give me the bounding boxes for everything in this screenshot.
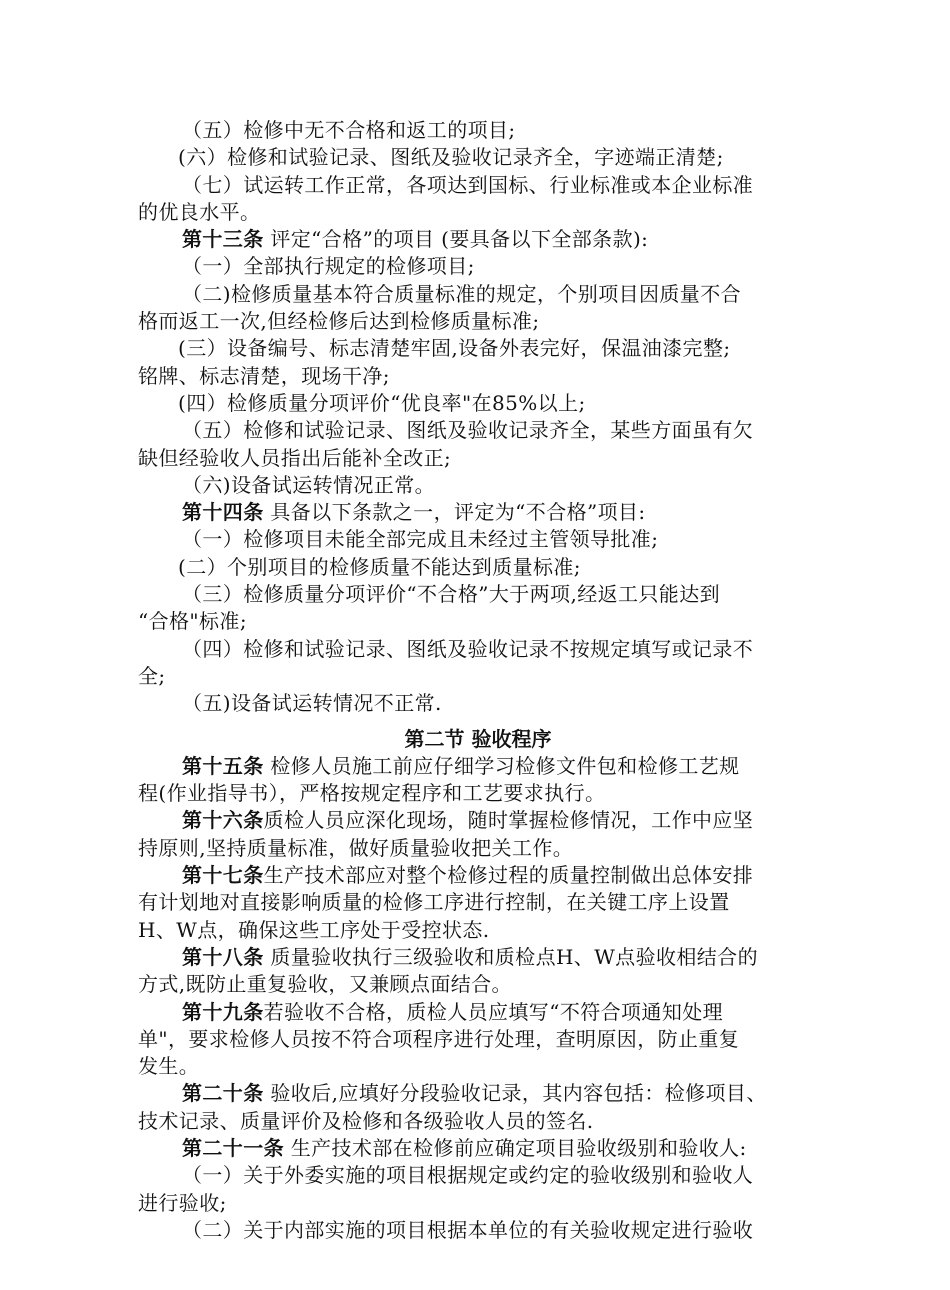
- clause-item: （七）试运转工作正常，各项达到国标、行业标准或本企业标准: [182, 172, 754, 197]
- clause-item: (二）个别项目的检修质量不能达到质量标准;: [178, 554, 581, 579]
- clause-continuation: H、W点，确保这些工序处于受控状态.: [138, 917, 490, 942]
- article-13: 第十三条 评定“合格”的项目 (要具备以下全部条款):: [182, 227, 649, 252]
- section-heading: 第二节 验收程序: [404, 726, 552, 751]
- clause-item: （六)设备试运转情况正常。: [182, 472, 436, 497]
- article-16: 第十六条质检人员应深化现场，随时掌握检修情况，工作中应坚: [182, 808, 754, 833]
- clause-item: （四）检修和试验记录、图纸及验收记录不按规定填写或记录不: [182, 636, 754, 661]
- article-number: 第十三条: [182, 227, 264, 252]
- clause-item: （一）检修项目未能全部完成且未经过主管领导批准;: [182, 527, 659, 552]
- article-17: 第十七条生产技术部应对整个检修过程的质量控制做出总体安排: [182, 863, 754, 888]
- clause-continuation: 有计划地对直接影响质量的检修工序进行控制，在关键工序上设置: [138, 890, 730, 915]
- article-number: 第二十一条: [182, 1135, 284, 1160]
- clause-continuation: 发生。: [138, 1054, 200, 1079]
- clause-item: (三）设备编号、标志清楚牢固,设备外表完好，保温油漆完整;: [178, 336, 731, 361]
- clause-item: (六）检修和试验记录、图纸及验收记录齐全，字迹端正清楚;: [178, 145, 724, 170]
- clause-continuation: 方式,既防止重复验收，又兼顾点面结合。: [138, 972, 512, 997]
- clause-item: （一）全部执行规定的检修项目;: [182, 254, 475, 279]
- clause-item: (四）检修质量分项评价“优良率"在85%以上;: [178, 390, 586, 415]
- clause-item: （二)检修质量基本符合质量标准的规定，个别项目因质量不合: [182, 281, 742, 306]
- article-20: 第二十条 验收后,应填好分段验收记录，其内容包括：检修项目、: [182, 1081, 767, 1106]
- clause-continuation: 全;: [138, 663, 166, 688]
- article-19: 第十九条若验收不合格，质检人员应填写“不符合项通知处理: [182, 999, 724, 1024]
- clause-item: （五）检修和试验记录、图纸及验收记录齐全，某些方面虽有欠: [182, 418, 754, 443]
- clause-continuation: “合格"标准;: [138, 609, 247, 634]
- clause-continuation: 进行验收;: [138, 1190, 227, 1215]
- article-number: 第十五条: [182, 753, 264, 778]
- clause-item: （五)设备试运转情况不正常.: [182, 691, 442, 716]
- article-21: 第二十一条 生产技术部在检修前应确定项目验收级别和验收人:: [182, 1135, 747, 1160]
- clause-continuation: 的优良水平。: [138, 199, 261, 224]
- article-number: 第十六条: [182, 808, 264, 833]
- clause-continuation: 单"，要求检修人员按不符合项程序进行处理，查明原因，防止重复: [138, 1026, 740, 1051]
- article-18: 第十八条 质量验收执行三级验收和质检点H、W点验收相结合的: [182, 944, 758, 969]
- document-page: [138, 117, 818, 1244]
- clause-continuation: 铭牌、标志清楚，现场干净;: [138, 363, 390, 388]
- article-number: 第十四条: [182, 500, 264, 525]
- clause-continuation: 技术记录、质量评价及检修和各级验收人员的签名.: [138, 1108, 594, 1133]
- clause-continuation: 程(作业指导书），严格按规定程序和工艺要求执行。: [138, 781, 606, 806]
- clause-continuation: 缺但经验收人员指出后能补全改正;: [138, 445, 452, 470]
- article-14: 第十四条 具备以下条款之一，评定为“不合格”项目:: [182, 500, 646, 525]
- clause-continuation: 持原则,坚持质量标准，做好质量验收把关工作。: [138, 835, 574, 860]
- article-number: 第十八条: [182, 944, 264, 969]
- article-number: 第十七条: [182, 863, 264, 888]
- clause-item: （二）关于内部实施的项目根据本单位的有关验收规定进行验收: [182, 1217, 754, 1242]
- clause-item: （三）检修质量分项评价“不合格”大于两项,经返工只能达到: [182, 582, 721, 607]
- clause-item: （一）关于外委实施的项目根据规定或约定的验收级别和验收人: [182, 1163, 754, 1188]
- clause-item: （五）检修中无不合格和返工的项目;: [182, 118, 516, 142]
- article-number: 第十九条: [182, 999, 264, 1024]
- article-15: 第十五条 检修人员施工前应仔细学习检修文件包和检修工艺规: [182, 753, 740, 778]
- clause-continuation: 格而返工一次,但经检修后达到检修质量标准;: [138, 309, 540, 334]
- article-number: 第二十条: [182, 1081, 264, 1106]
